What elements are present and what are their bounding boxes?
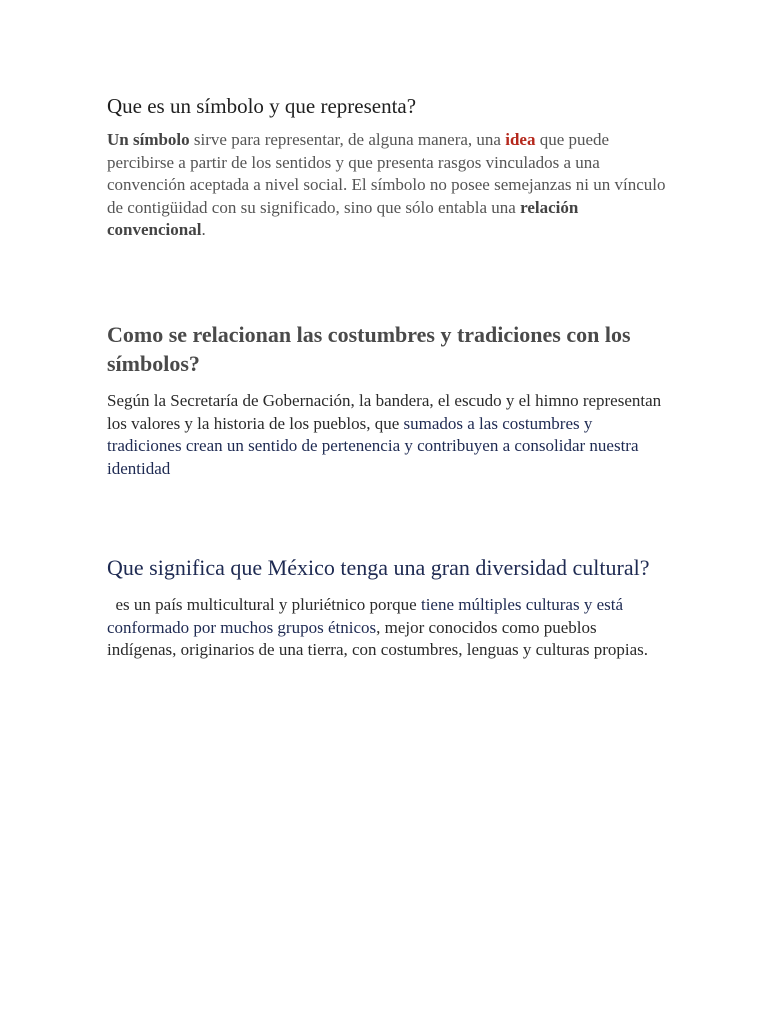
section-simbolo bbox=[107, 93, 667, 242]
answer-paragraph-1 bbox=[107, 129, 667, 242]
question-heading-1: Que es un símbolo y que representa? bbox=[107, 94, 417, 118]
bold-term-relacion: relación convencional bbox=[107, 197, 579, 239]
answer-text-3b: tiene múltiples culturas y está conformado por muchos grupos étnicos bbox=[107, 595, 624, 637]
bold-term-simbolo: Un símbolo bbox=[107, 130, 190, 149]
question-heading-2: Como se relacionan las costumbres y tradiciones con los símbolos? bbox=[107, 322, 631, 376]
answer-text-1b: que puede percibirse a partir de los sentidos y que presenta rasgos vinculados a una convención aceptada a nivel social. El símbolo no posee semejanzas ni un vínculo de contigüidad con su significado, sino que sólo entabla una bbox=[107, 130, 666, 217]
answer-paragraph-3 bbox=[107, 594, 667, 662]
section-costumbres bbox=[107, 320, 667, 480]
answer-text-2a: Según la Secretaría de Gobernación, la bandera, el escudo y el himno representan los valores y la historia de los pueblos, que bbox=[107, 391, 662, 433]
highlight-word-idea: idea bbox=[505, 130, 536, 149]
section-diversidad bbox=[107, 553, 667, 662]
answer-text-3c: , mejor conocidos como pueblos indígenas, originarios de una tierra, con costumbres, lenguas y culturas propias. bbox=[107, 617, 649, 659]
answer-text-3a: es un país multicultural y pluriétnico porque bbox=[107, 595, 421, 614]
answer-text-2b: sumados a las costumbres y tradiciones crean un sentido de pertenencia y contribuyen a consolidar nuestra identidad bbox=[107, 413, 639, 478]
question-heading-3: Que significa que México tenga una gran diversidad cultural? bbox=[107, 555, 650, 580]
answer-text-1c: . bbox=[201, 220, 206, 239]
answer-text-1a: sirve para representar, de alguna manera, una bbox=[189, 130, 506, 149]
answer-paragraph-2 bbox=[107, 390, 667, 480]
